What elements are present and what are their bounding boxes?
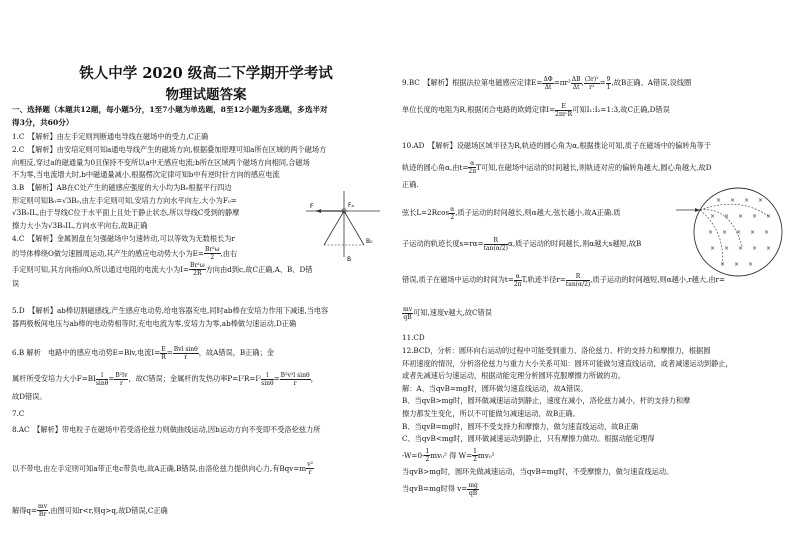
svg-text:×: × [738, 245, 744, 252]
answer-5: 5.D 【解析】ab棒切割磁感线,产生感应电动势,给电容器充电,同时ab棒在安培力作用下减速,当电容 器两极板间电压与ab棒的电动势相等时,充电电流为零,安培力为零,ab棒做匀速运动,D正确 [12, 306, 329, 328]
page-subtitle: 物理试题答案 [165, 87, 247, 103]
answer-11: 11.CD [402, 333, 425, 342]
svg-text:×: × [766, 213, 772, 220]
right-column [402, 0, 790, 560]
answer-10: 10.AD 【解析】设磁场区域半径为R,轨迹的圆心角为α,根据推论可知,质子在磁场中的偏转角等于 轨迹的圆心角α,由t= $\frac{\alpha}{2\pi}$ T可知,在磁场中运动的时间越长,则轨迹对应的偏转角越大,圆心角越大,故D 正确. [402, 141, 712, 189]
svg-text:×: × [720, 261, 726, 268]
answer-7: 7.C [12, 409, 25, 418]
fig-label-b: B [347, 256, 352, 263]
svg-text:×: × [766, 245, 772, 252]
answer-8: 8.AC 【解析】带电粒子在磁场中若受洛伦兹力则做曲线运动,因b运动方向不变即不受洛伦兹力所 以不带电,由左手定则可知a带正电c带负电,故A正确,B错误,由洛伦兹力提供向心力,有Bqv=m $\frac{\text{v²}}{r}$ 解得q= $\frac{mv}{Br}$ ,由图可知r<r,则q>q,故D错误,C正确 [12, 425, 321, 519]
svg-text:×: × [722, 229, 728, 236]
svg-text:×: × [758, 197, 764, 204]
svg-text:×: × [744, 197, 750, 204]
answer-6: 6.B 解析 电路中的感应电动势E=Blv,电流I= $\frac{E}{R}$ = $\frac{\text{Bvl sinθ}}{r}$ ，故A错误，B正确；金 属杆所受安培力大小F=BI $\frac{l}{\sin\theta}$ = $\frac{\text{B²lv}}{r}$ ，故C错误；金属杆的发热功率P=I²R=I² $\frac{l}{\sin\theta}$ = $\frac{\text{B²v²l sinθ}}{r}$ ， 故D错误。 [12, 345, 318, 401]
fig-label-f: F [310, 203, 314, 210]
svg-text:×: × [734, 261, 740, 268]
svg-text:×: × [710, 245, 716, 252]
left-column [12, 0, 400, 560]
answer-1: 1.C 【解析】由左手定则判断通电导线在磁场中的受力,C正确 [12, 132, 209, 141]
page-title: 铁人中学 2020 级高二下学期开学考试 [79, 65, 333, 82]
svg-text:×: × [748, 261, 754, 268]
fig-label-b0: B₀ [366, 238, 373, 245]
answer-4: 4.C 【解析】金属圆盘在匀强磁场中匀速转动,可以等效为无数根长为r 的导体棒绕O做匀速圆周运动,其产生的感应电动势大小为E= $\frac{\text{Br²ω}}{2}$ ,由右 手定则可知,其方向指向O,所以通过电阻的电流大小为I= $\frac{\text{Br²ω}}{2R}$ 方向由d到c,故C正确,A、B、D错 误 [12, 234, 313, 288]
answer-10-cont: 弦长L=2Rcos $\frac{\alpha}{2}$ ,质子运动的时间越长,则α越大,弦长越小,故A正确.质 子运动的轨迹长度s=rα= $\frac{R}{\tan(\alpha/2)}$ α,质子运动的时间越长,则α越大s越短,故B [402, 205, 642, 252]
svg-text:×: × [750, 229, 756, 236]
svg-text:×: × [752, 245, 758, 252]
svg-text:×: × [710, 213, 716, 220]
svg-text:×: × [730, 197, 736, 204]
svg-text:×: × [752, 213, 758, 220]
svg-text:×: × [764, 229, 770, 236]
section-intro: 一、选择题（本题共12题，每小题5分，1至7小题为单选题，8至12小题为多选题，多选半对 得3分，共60分） [12, 105, 328, 127]
svg-text:×: × [708, 229, 714, 236]
fig-label-fa: Fₐ [348, 202, 354, 209]
answer-2: 2.C 【解析】由安培定则可知a通电导线产生的磁场方向,根据叠加原理可知a所在区域的两个磁场方 向相反,穿过a的磁通量为0且保持不变所以a中无感应电流;b所在区域两个磁场方向相同,合磁场 不为零,当电流增大时,b中磁通量减小,根据楞次定律可知b中有逆时针方向的感应电流 [12, 145, 327, 180]
answer-10-end: 错误,质子在磁场中运动的时间为t= $\frac{\alpha}{2\pi}$ T,轨迹半径r= $\frac{R}{\tan(\alpha/2)}$ ,质子运动的时间越短,则α越小,r越大,由r= $\frac{mv}{qB}$ 可知,速度v越大,故C错误 [402, 272, 725, 321]
svg-text:×: × [736, 229, 742, 236]
svg-text:×: × [716, 197, 722, 204]
svg-text:×: × [738, 213, 744, 220]
answer-3: 3.B 【解析】AB在C处产生的磁感应强度的大小均为B₀根据平行四边 形定则可知B₀=√3B₀,由左手定则可知,安培力方向水平向左,大小为F₀= √3B₀IL,由于导线C位于水平面上且处于静止状态,所以导线C受到的静摩 擦力大小为√3B₀IL,方向水平向右,故B正确 [12, 183, 240, 230]
svg-text:×: × [724, 245, 730, 252]
answer-12: 12.BCD，分析：圆环向右运动的过程中可能受到重力、洛伦兹力、杆的支持力和摩擦力，根据圆 环初速度的情况，分析洛伦兹力与重力大小关系可知：圆环可能做匀速直线运动，或者减速运动到静止， 或者先减速后匀速运动，根据动能定理分析圆环克服摩擦力所做的功。 解：A、当qvB=mg时，圆环做匀速直线运动，故A错误。 B、当qvB>mg时，圆环做减速运动到静止，速度在减小，洛伦兹力减小，杆的支持力和摩 擦力都发生变化，所以不可能做匀减速运动，故B正确。 B、当qvB=mg时，圆环不受支持力和摩擦力，做匀速直线运动，故B正确 C、当qvB<mg时，圆环做减速运动到静止，只有摩擦力做功。根据动能定理得 -W=0- $\frac{1}{2}$ mv₀² 得 W= $\frac{1}{2}$ mv₀² 当qvB>mg时，圆环先做减速运动，当qvB=mg时，不受摩擦力，做匀速直线运动。 当qvB=mg时得 v= $\frac{mg}{qB}$ [402, 346, 733, 497]
answer-9: 9.BC 【解析】根据法拉第电磁感应定律E= $\frac{\Delta\Phi}{\Delta t}$ =πr² $\frac{\Delta B}{\Delta t}$ , $\frac{\text{(3r)²}}{\text{r²}}$ = $\frac{9}{1}$ ,故B正确、A错误,设线圈 单位长度的电阻为R,根据闭合电路的欧姆定律I= $\frac{E}{2\pi r\cdot R}$ 可知I₁:I₂=1:3,故C正确,D错误 [402, 75, 692, 118]
svg-text:×: × [724, 213, 730, 220]
